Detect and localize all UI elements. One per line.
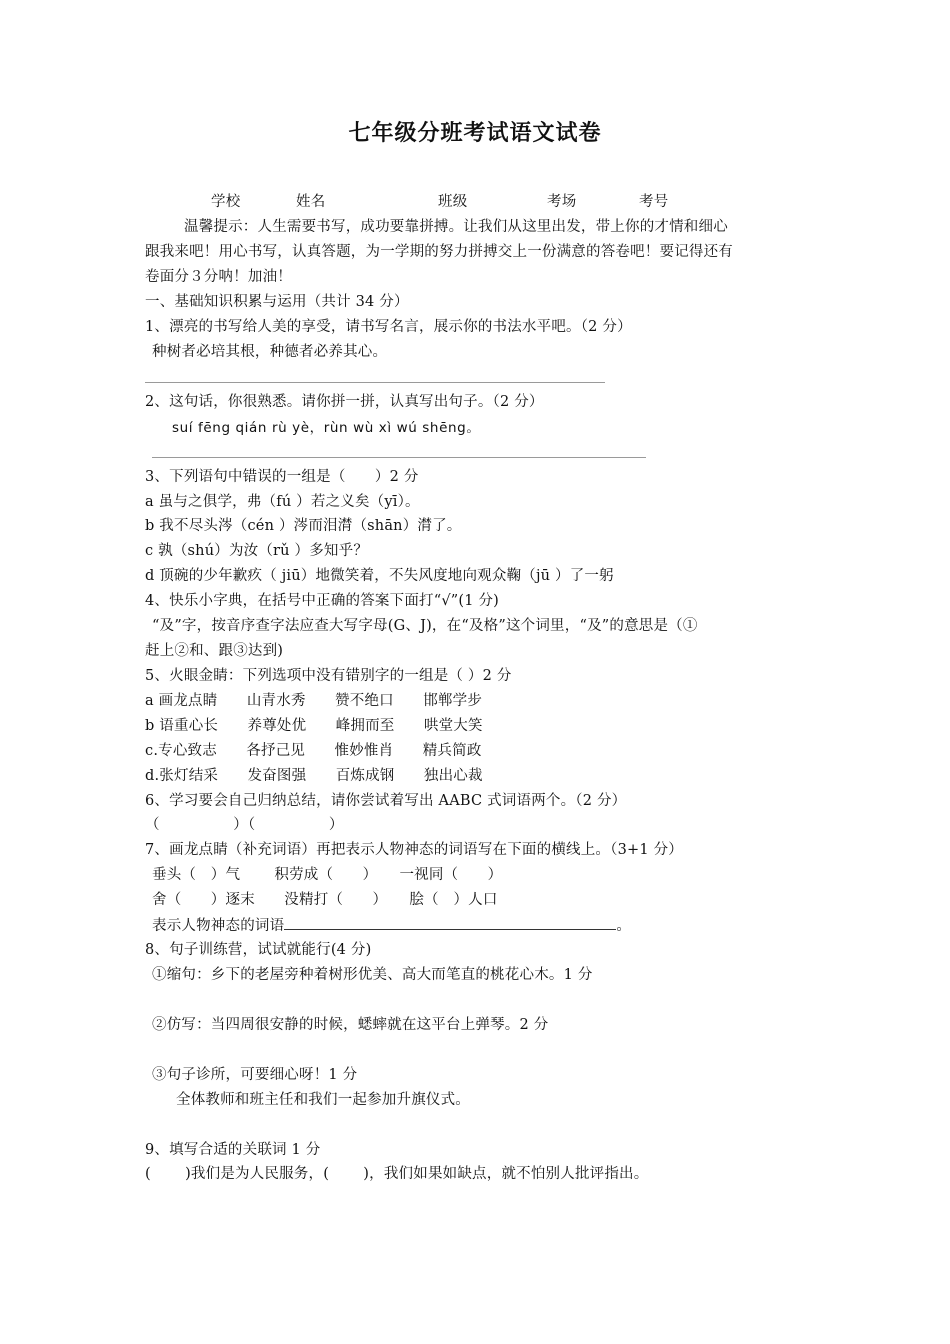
q6-text: 6、学习要会自己归纳总结，请你尝试着写出 AABC 式词语两个。（2 分） (145, 793, 627, 809)
q2-answer-line[interactable] (152, 457, 646, 458)
info-class: 班级 (438, 194, 468, 210)
q8-sentence-2: ②仿写：当四周很安静的时候，蟋蟀就在这平台上弹琴。2 分 (152, 1017, 549, 1033)
info-room: 考场 (547, 194, 577, 210)
page-title: 七年级分班考试语文试卷 (348, 121, 602, 146)
q8-sentence-3-text: 全体教师和班主任和我们一起参加升旗仪式。 (176, 1092, 470, 1108)
q7-answer-label: 表示人物神态的词语 (152, 918, 285, 934)
q4-line-2: 赶上②和、跟③达到) (145, 643, 284, 659)
q4-line-1: “及”字，按音序查字法应查大写字母(G、J)，在“及格”这个词里，“及”的意思是（① (152, 618, 698, 634)
q1-text: 1、漂亮的书写给人美的享受，请书写名言，展示你的书法水平吧。（2 分） (145, 319, 632, 335)
tip-line-3: 卷面分３分呐！加油！ (145, 269, 292, 285)
tip-line-1: 温馨提示：人生需要书写，成功要靠拼搏。让我们从这里出发，带上你的才情和细心 (184, 219, 728, 235)
q3-option-d: d 顶碗的少年歉疚（ jiū）地微笑着，不失风度地向观众鞠（jū ）了一躬 (145, 568, 614, 584)
q4-text: 4、快乐小字典，在括号中正确的答案下面打“√”(1 分) (145, 593, 500, 609)
q8-text: 8、句子训练营，试试就能行(4 分) (145, 942, 372, 958)
q1-answer-line[interactable] (145, 382, 605, 383)
q5-text: 5、火眼金睛：下列选项中没有错别字的一组是（ ）2 分 (145, 668, 512, 684)
q7-text: 7、画龙点睛（补充词语）再把表示人物神态的词语写在下面的横线上。（3+1 分） (145, 842, 683, 858)
q9-sentence: ( )我们是为人民服务，( )，我们如果如缺点，就不怕别人批评指出。 (145, 1166, 649, 1182)
q7-row-2: 舍（ ）逐末 没精打（ ） 脍（ ）人口 (152, 892, 498, 908)
section-1-heading: 一、基础知识积累与运用（共计 34 分） (145, 294, 409, 310)
q3-text: 3、下列语句中错误的一组是（ ）2 分 (145, 469, 419, 485)
q5-option-c: c.专心致志 各抒己见 惟妙惟肖 精兵简政 (145, 743, 482, 759)
q8-sentence-1: ①缩句：乡下的老屋旁种着树形优美、高大而笔直的桃花心木。1 分 (152, 967, 593, 983)
info-name: 姓名 (296, 194, 326, 210)
q2-pinyin: suí fēng qián rù yè，rùn wù xì wú shēng。 (172, 420, 481, 436)
q3-option-c: c 孰（shú）为汝（rǔ ）多知乎？ (145, 543, 369, 559)
q5-option-a: a 画龙点睛 山青水秀 赞不绝口 邯郸学步 (145, 693, 483, 709)
q5-option-d: d.张灯结采 发奋图强 百炼成钢 独出心裁 (145, 768, 483, 784)
q7-answer-end: 。 (616, 918, 632, 934)
info-school: 学校 (211, 194, 241, 210)
q3-option-a: a 虽与之俱学，弗（fú ）若之义矣（yī）。 (145, 494, 420, 510)
q2-text: 2、这句话，你很熟悉。请你拼一拼，认真写出句子。（2 分） (145, 394, 544, 410)
q8-sentence-3: ③句子诊所，可要细心呀！1 分 (152, 1067, 358, 1083)
q7-row-1: 垂头（ ）气 积劳成（ ） 一视同（ ） (152, 867, 503, 883)
q9-text: 9、填写合适的关联词 1 分 (145, 1142, 321, 1158)
q7-answer-line[interactable] (284, 915, 616, 930)
info-number: 考号 (639, 194, 669, 210)
q3-option-b: b 我不尽头涔（cén ）涔而泪潸（shān）潸了。 (145, 518, 462, 534)
tip-line-2: 跟我来吧！用心书写，认真答题，为一学期的努力拼搏交上一份满意的答卷吧！要记得还有 (145, 244, 733, 260)
q5-option-b: b 语重心长 养尊处优 峰拥而至 哄堂大笑 (145, 718, 483, 734)
q7-answer (152, 915, 631, 936)
q1-quote: 种树者必培其根，种德者必养其心。 (152, 344, 388, 360)
q6-blanks[interactable]: （ ）（ ） (145, 817, 344, 833)
